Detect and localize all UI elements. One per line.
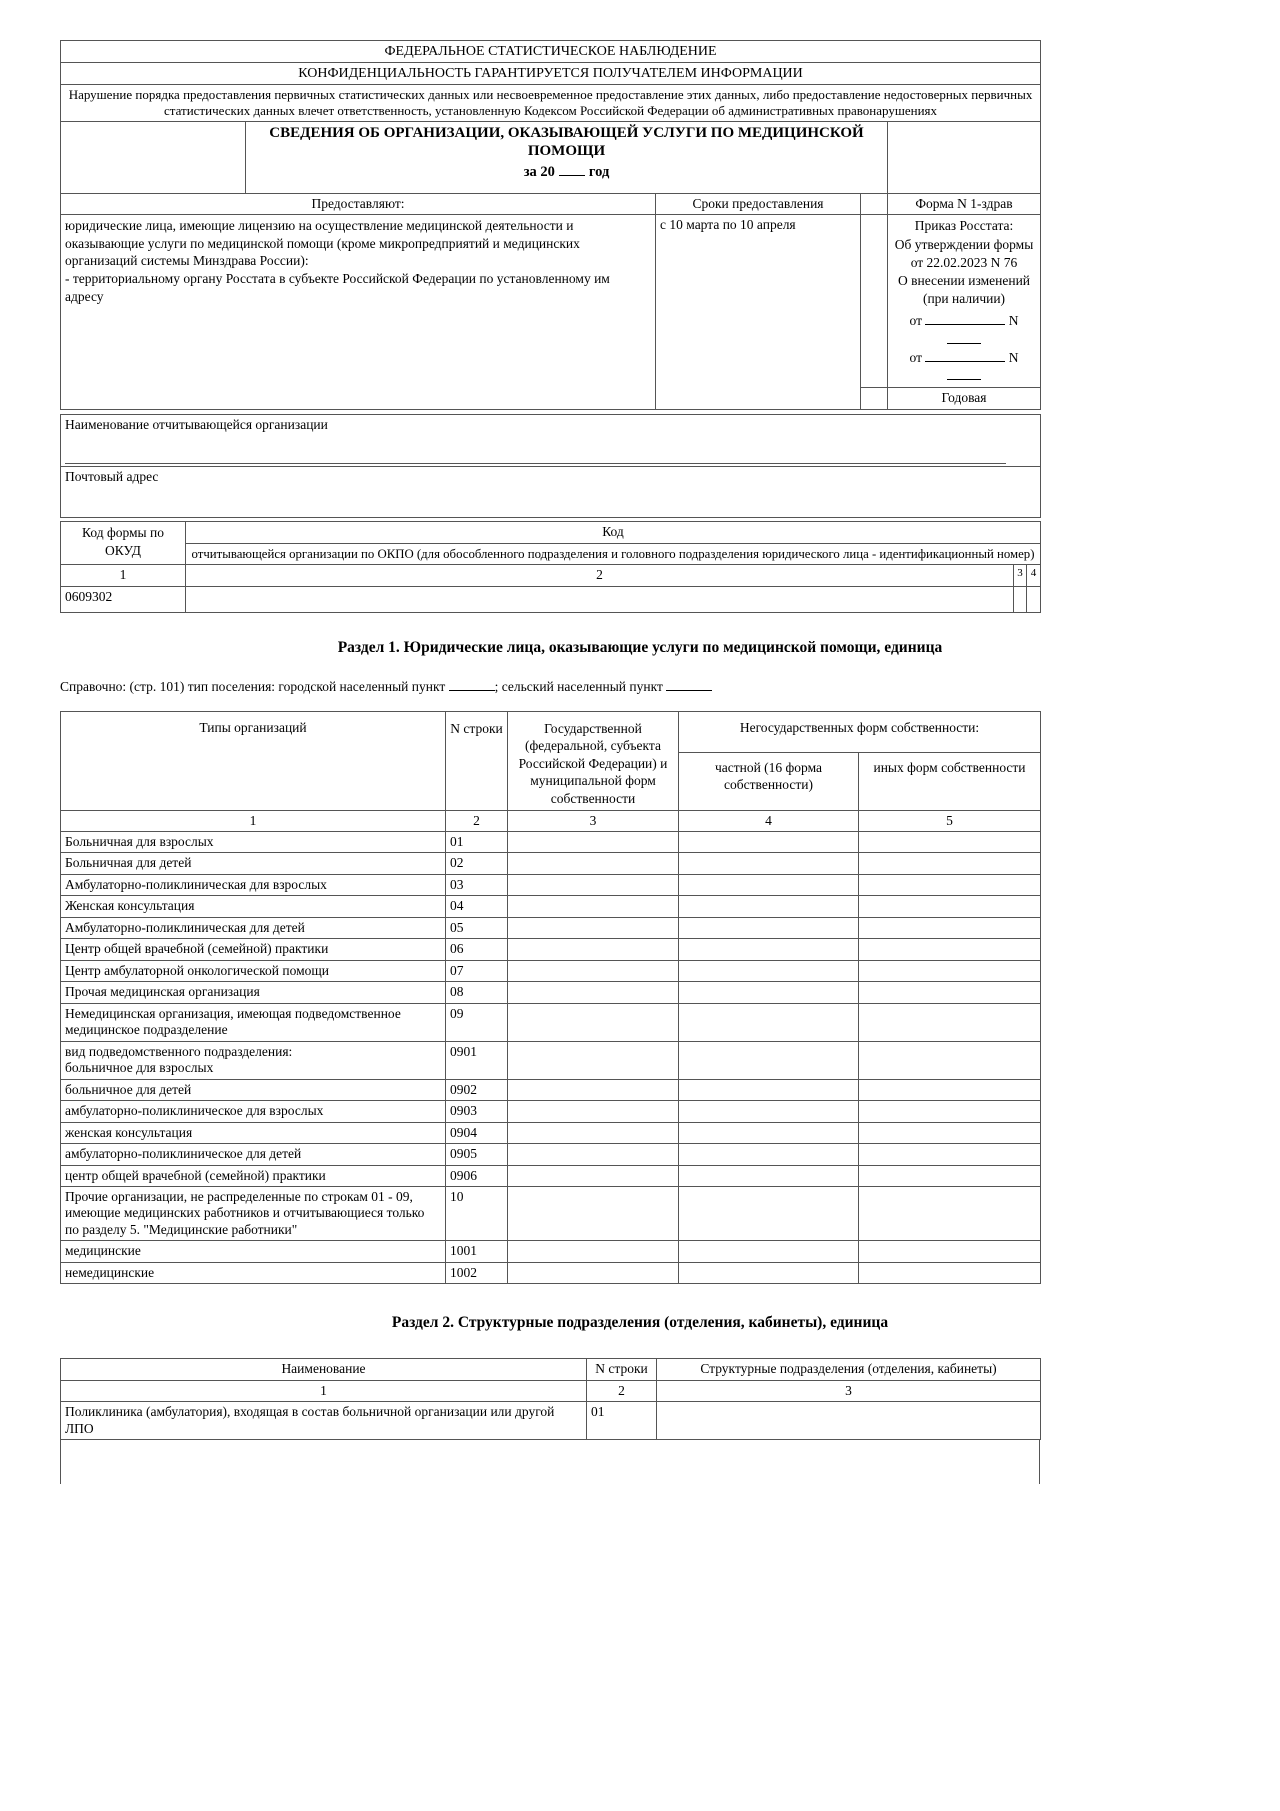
state-value-input[interactable] bbox=[508, 917, 679, 938]
code-header-row bbox=[61, 522, 1041, 543]
private-value-input[interactable] bbox=[679, 874, 859, 895]
spacer-cell-top bbox=[861, 193, 888, 214]
deadline-tail bbox=[656, 388, 861, 410]
row-label: Прочие организации, не распределенные по строкам 01 - 09, имеющие медицинских работников и отчитывающиеся только по разделу 5. "Медицинские работники" bbox=[61, 1186, 446, 1240]
form-year-prefix: за 20 bbox=[523, 164, 555, 181]
providers-line-2: - территориальному органу Росстата в субъекте Российской Федерации по установленному им адресу bbox=[65, 270, 610, 304]
order-n-label-1: N bbox=[1008, 313, 1019, 329]
table-row bbox=[61, 1402, 1041, 1440]
state-value-input[interactable] bbox=[508, 832, 679, 853]
order-amend-row-2 bbox=[892, 349, 1036, 385]
other-value-input[interactable] bbox=[859, 1079, 1041, 1100]
s1-head-rowno bbox=[446, 711, 508, 810]
private-value-input[interactable] bbox=[679, 1003, 859, 1041]
form-header-table bbox=[60, 40, 1041, 410]
order-date-input-1[interactable] bbox=[925, 313, 1005, 325]
okud-value: 0609302 bbox=[61, 586, 186, 612]
table-row bbox=[61, 853, 1041, 874]
org-address-cell[interactable] bbox=[61, 466, 1041, 517]
table-row bbox=[61, 1079, 1041, 1100]
table-row bbox=[61, 832, 1041, 853]
private-value-input[interactable] bbox=[679, 960, 859, 981]
other-value-input[interactable] bbox=[859, 939, 1041, 960]
confidentiality-title: КОНФИДЕНЦИАЛЬНОСТЬ ГАРАНТИРУЕТСЯ ПОЛУЧАТЕЛЕМ ИНФОРМАЦИИ bbox=[61, 63, 1041, 85]
private-value-input[interactable] bbox=[679, 1122, 859, 1143]
org-address-row[interactable] bbox=[61, 466, 1041, 517]
legal-notice-text bbox=[61, 85, 1041, 122]
form-year-line bbox=[250, 164, 883, 182]
section-2-table bbox=[60, 1358, 1041, 1440]
order-info bbox=[888, 215, 1041, 388]
s2-head-name: Наименование bbox=[61, 1359, 587, 1380]
s1-head-nonstate: Негосударственных форм собственности: bbox=[679, 711, 1041, 752]
order-from-label-2: от bbox=[909, 349, 922, 365]
table-row bbox=[61, 1241, 1041, 1262]
row-label: Амбулаторно-поликлиническая для взрослых bbox=[61, 874, 446, 895]
header-row-confidential bbox=[61, 63, 1041, 85]
row-number: 0902 bbox=[446, 1079, 508, 1100]
row-number: 09 bbox=[446, 1003, 508, 1041]
row-label: амбулаторно-поликлиническое для детей bbox=[61, 1144, 446, 1165]
private-value-input[interactable] bbox=[679, 1041, 859, 1079]
org-address-input[interactable] bbox=[65, 493, 1036, 515]
private-value-input[interactable] bbox=[679, 1101, 859, 1122]
order-line-5: (при наличии) bbox=[922, 291, 1006, 307]
row-number: 0904 bbox=[446, 1122, 508, 1143]
year-input-blank[interactable] bbox=[559, 166, 585, 176]
spacer-cell-mid bbox=[861, 215, 888, 388]
section-1-header-row-1 bbox=[61, 711, 1041, 752]
section-1-column-numbers bbox=[61, 810, 1041, 831]
periodicity-value: Годовая bbox=[888, 388, 1041, 410]
other-value-input[interactable] bbox=[859, 1186, 1041, 1240]
other-value-input[interactable] bbox=[859, 1003, 1041, 1041]
section-1-body bbox=[61, 832, 1041, 1284]
state-value-input[interactable] bbox=[508, 1101, 679, 1122]
state-value-input[interactable] bbox=[508, 982, 679, 1003]
row-label: Амбулаторно-поликлиническая для детей bbox=[61, 917, 446, 938]
org-name-input[interactable] bbox=[65, 442, 1006, 464]
order-date-input-2[interactable] bbox=[925, 350, 1005, 362]
row-number: 02 bbox=[446, 853, 508, 874]
s1-head-rowno-text: N строки bbox=[450, 720, 503, 736]
section-2-column-numbers bbox=[61, 1380, 1041, 1401]
header-row-legal bbox=[61, 85, 1041, 122]
providers-line-1: юридические лица, имеющие лицензию на осуществление медицинской деятельности и оказывающие услуги по медицинской помощи (кроме микропредприятий и медицинских организаций системы Минздрава России): bbox=[65, 218, 580, 269]
private-value-input[interactable] bbox=[679, 1241, 859, 1262]
header-row-federal bbox=[61, 41, 1041, 63]
order-number-input-2[interactable] bbox=[947, 368, 981, 380]
org-name-label: Наименование отчитывающейся организации bbox=[65, 417, 328, 433]
state-value-input[interactable] bbox=[508, 1079, 679, 1100]
row-label: Прочая медицинская организация bbox=[61, 982, 446, 1003]
table-row bbox=[61, 982, 1041, 1003]
other-value-input[interactable] bbox=[859, 874, 1041, 895]
header-row-column-titles bbox=[61, 193, 1041, 214]
state-value-input[interactable] bbox=[508, 960, 679, 981]
row-number: 0905 bbox=[446, 1144, 508, 1165]
table-row bbox=[61, 1144, 1041, 1165]
header-row-periodicity bbox=[61, 388, 1041, 410]
s1-head-types: Типы организаций bbox=[61, 711, 446, 810]
header-row-details bbox=[61, 215, 1041, 388]
private-value-input[interactable] bbox=[679, 982, 859, 1003]
order-line-4: О внесении изменений bbox=[897, 273, 1031, 288]
header-row-form-title bbox=[61, 121, 1041, 193]
other-value-input[interactable] bbox=[859, 917, 1041, 938]
other-value-input[interactable] bbox=[859, 853, 1041, 874]
row-number: 0901 bbox=[446, 1041, 508, 1079]
section-2-title: Раздел 2. Структурные подразделения (отделения, кабинеты), единица bbox=[391, 1314, 889, 1332]
code-value-row[interactable] bbox=[61, 586, 1041, 612]
private-value-input[interactable] bbox=[679, 1262, 859, 1283]
table-row bbox=[61, 1041, 1041, 1079]
table-row bbox=[61, 874, 1041, 895]
section-1-title: Раздел 1. Юридические лица, оказывающие услуги по медицинской помощи, единица bbox=[337, 638, 943, 656]
state-value-input[interactable] bbox=[508, 1003, 679, 1041]
private-value-input[interactable] bbox=[679, 939, 859, 960]
row-label: Центр общей врачебной (семейной) практики bbox=[61, 939, 446, 960]
s2-head-rowno: N строки bbox=[587, 1359, 657, 1380]
s1-colnum-1: 1 bbox=[61, 810, 446, 831]
other-value-input[interactable] bbox=[859, 1241, 1041, 1262]
private-value-input[interactable] bbox=[679, 896, 859, 917]
row-number: 06 bbox=[446, 939, 508, 960]
form-title-text: СВЕДЕНИЯ ОБ ОРГАНИЗАЦИИ, ОКАЗЫВАЮЩЕЙ УСЛУГИ ПО МЕДИЦИНСКОЙ ПОМОЩИ bbox=[269, 124, 864, 160]
section-1-note-prefix: Справочно: (стр. 101) тип поселения: городской населенный пункт bbox=[60, 678, 446, 694]
other-value-input[interactable] bbox=[859, 1101, 1041, 1122]
row-label: центр общей врачебной (семейной) практики bbox=[61, 1165, 446, 1186]
table-row bbox=[61, 1262, 1041, 1283]
section-1-table bbox=[60, 711, 1041, 1285]
row-label: больничное для детей bbox=[61, 1079, 446, 1100]
row-number: 1001 bbox=[446, 1241, 508, 1262]
providers-tail bbox=[61, 388, 656, 410]
order-line-2: Об утверждении формы bbox=[894, 236, 1034, 252]
other-value-input[interactable] bbox=[859, 982, 1041, 1003]
order-number-input-1[interactable] bbox=[947, 332, 981, 344]
code-numbering-row bbox=[61, 565, 1041, 586]
order-from-label-1: от bbox=[909, 313, 922, 329]
state-value-input[interactable] bbox=[508, 1241, 679, 1262]
table-row bbox=[61, 960, 1041, 981]
org-address-label: Почтовый адрес bbox=[65, 468, 159, 484]
s1-colnum-5: 5 bbox=[859, 810, 1041, 831]
table-row bbox=[61, 1101, 1041, 1122]
section-1-note bbox=[60, 679, 1220, 695]
s1-colnum-4: 4 bbox=[679, 810, 859, 831]
row-label: Больничная для детей bbox=[61, 853, 446, 874]
state-value-input[interactable] bbox=[508, 1144, 679, 1165]
providers-header: Предоставляют: bbox=[61, 193, 656, 214]
okpo-input[interactable] bbox=[186, 586, 1014, 612]
row-label: женская консультация bbox=[61, 1122, 446, 1143]
state-value-input[interactable] bbox=[508, 1262, 679, 1283]
table-row bbox=[61, 1003, 1041, 1041]
private-value-input[interactable] bbox=[679, 1144, 859, 1165]
legal-notice: Нарушение порядка предоставления первичных статистических данных или несвоевременное предоставление этих данных, либо предоставление недостоверных первичных статистических данных влечет ответственность, установленную Кодексом Российской Федерации об административных правонарушениях bbox=[68, 87, 1033, 119]
code-table bbox=[60, 521, 1041, 613]
s2-colnum-3: 3 bbox=[657, 1380, 1041, 1401]
form-number-header: Форма N 1-здрав bbox=[888, 193, 1041, 214]
row-number: 04 bbox=[446, 896, 508, 917]
other-value-input[interactable] bbox=[859, 832, 1041, 853]
private-value-input[interactable] bbox=[679, 832, 859, 853]
form-main-title bbox=[246, 121, 888, 193]
order-line-3: от 22.02.2023 N 76 bbox=[910, 254, 1018, 270]
s1-head-private: частной (16 форма собственности) bbox=[679, 752, 859, 810]
row-number: 0906 bbox=[446, 1165, 508, 1186]
header-left-blank bbox=[61, 121, 246, 193]
units-value-input[interactable] bbox=[657, 1402, 1041, 1440]
row-label: Немедицинская организация, имеющая подведомственное медицинское подразделение bbox=[61, 1003, 446, 1041]
urban-settlement-input[interactable] bbox=[449, 679, 495, 691]
s1-head-state: Государственной (федеральной, субъекта Российской Федерации) и муниципальной форм собственности bbox=[508, 711, 679, 810]
table-row bbox=[61, 939, 1041, 960]
section-1-note-mid: ; сельский населенный пункт bbox=[494, 678, 663, 694]
state-value-input[interactable] bbox=[508, 1165, 679, 1186]
row-number: 1002 bbox=[446, 1262, 508, 1283]
code-col-num-4: 4 bbox=[1027, 565, 1041, 586]
other-value-input[interactable] bbox=[859, 1122, 1041, 1143]
federal-observation-title: ФЕДЕРАЛЬНОЕ СТАТИСТИЧЕСКОЕ НАБЛЮДЕНИЕ bbox=[61, 41, 1041, 63]
code-col-num-2: 2 bbox=[186, 565, 1014, 586]
other-value-input[interactable] bbox=[859, 1262, 1041, 1283]
state-value-input[interactable] bbox=[508, 874, 679, 895]
other-value-input[interactable] bbox=[859, 1041, 1041, 1079]
row-label: медицинские bbox=[61, 1241, 446, 1262]
section-2-next-row-partial bbox=[60, 1440, 1040, 1484]
code-col-num-3: 3 bbox=[1014, 565, 1027, 586]
row-label: Центр амбулаторной онкологической помощи bbox=[61, 960, 446, 981]
private-value-input[interactable] bbox=[679, 1186, 859, 1240]
rural-settlement-input[interactable] bbox=[666, 679, 712, 691]
row-number: 10 bbox=[446, 1186, 508, 1240]
row-label: амбулаторно-поликлиническое для взрослых bbox=[61, 1101, 446, 1122]
org-name-row[interactable] bbox=[61, 415, 1041, 466]
row-label: немедицинские bbox=[61, 1262, 446, 1283]
other-value-input[interactable] bbox=[859, 1165, 1041, 1186]
state-value-input[interactable] bbox=[508, 853, 679, 874]
private-value-input[interactable] bbox=[679, 1079, 859, 1100]
state-value-input[interactable] bbox=[508, 1041, 679, 1079]
row-number: 01 bbox=[587, 1402, 657, 1440]
code-col-num-1: 1 bbox=[61, 565, 186, 586]
s2-colnum-1: 1 bbox=[61, 1380, 587, 1401]
code-extra-input-3[interactable] bbox=[1014, 586, 1027, 612]
row-label: Женская консультация bbox=[61, 896, 446, 917]
row-number: 0903 bbox=[446, 1101, 508, 1122]
form-year-suffix: год bbox=[588, 164, 610, 181]
other-value-input[interactable] bbox=[859, 1144, 1041, 1165]
deadline-text: с 10 марта по 10 апреля bbox=[656, 215, 861, 388]
order-amend-row-1 bbox=[892, 312, 1036, 348]
organization-table bbox=[60, 414, 1041, 518]
section-2-body bbox=[61, 1402, 1041, 1440]
code-okpo-row bbox=[61, 543, 1041, 565]
private-value-input[interactable] bbox=[679, 1165, 859, 1186]
state-value-input[interactable] bbox=[508, 939, 679, 960]
table-row bbox=[61, 1186, 1041, 1240]
okpo-label: отчитывающейся организации по ОКПО (для обособленного подразделения и головного подразделения юридического лица - идентификационный номер) bbox=[186, 543, 1041, 565]
state-value-input[interactable] bbox=[508, 1186, 679, 1240]
code-extra-input-4[interactable] bbox=[1027, 586, 1041, 612]
row-label: Больничная для взрослых bbox=[61, 832, 446, 853]
row-label: Поликлиника (амбулатория), входящая в состав больничной организации или другой ЛПО bbox=[61, 1402, 587, 1440]
table-row bbox=[61, 896, 1041, 917]
row-number: 05 bbox=[446, 917, 508, 938]
section-2-header-row bbox=[61, 1359, 1041, 1380]
state-value-input[interactable] bbox=[508, 1122, 679, 1143]
private-value-input[interactable] bbox=[679, 853, 859, 874]
providers-text bbox=[61, 215, 656, 388]
order-n-label-2: N bbox=[1008, 349, 1019, 365]
spacer-cell-bottom bbox=[861, 388, 888, 410]
order-line-1: Приказ Росстата: bbox=[914, 218, 1014, 234]
s1-head-other: иных форм собственности bbox=[859, 752, 1041, 810]
private-value-input[interactable] bbox=[679, 917, 859, 938]
s1-colnum-2: 2 bbox=[446, 810, 508, 831]
code-label: Код bbox=[186, 522, 1041, 543]
okud-label: Код формы по ОКУД bbox=[61, 522, 186, 565]
s1-colnum-3: 3 bbox=[508, 810, 679, 831]
row-number: 03 bbox=[446, 874, 508, 895]
other-value-input[interactable] bbox=[859, 896, 1041, 917]
deadline-header: Сроки предоставления bbox=[656, 193, 861, 214]
org-name-cell[interactable] bbox=[61, 415, 1041, 466]
table-row bbox=[61, 917, 1041, 938]
state-value-input[interactable] bbox=[508, 896, 679, 917]
table-row bbox=[61, 1122, 1041, 1143]
header-right-blank bbox=[888, 121, 1041, 193]
s2-head-units: Структурные подразделения (отделения, кабинеты) bbox=[657, 1359, 1041, 1380]
other-value-input[interactable] bbox=[859, 960, 1041, 981]
row-number: 01 bbox=[446, 832, 508, 853]
row-number: 08 bbox=[446, 982, 508, 1003]
row-number: 07 bbox=[446, 960, 508, 981]
row-label: вид подведомственного подразделения: больничное для взрослых bbox=[61, 1041, 446, 1079]
table-row bbox=[61, 1165, 1041, 1186]
s2-colnum-2: 2 bbox=[587, 1380, 657, 1401]
